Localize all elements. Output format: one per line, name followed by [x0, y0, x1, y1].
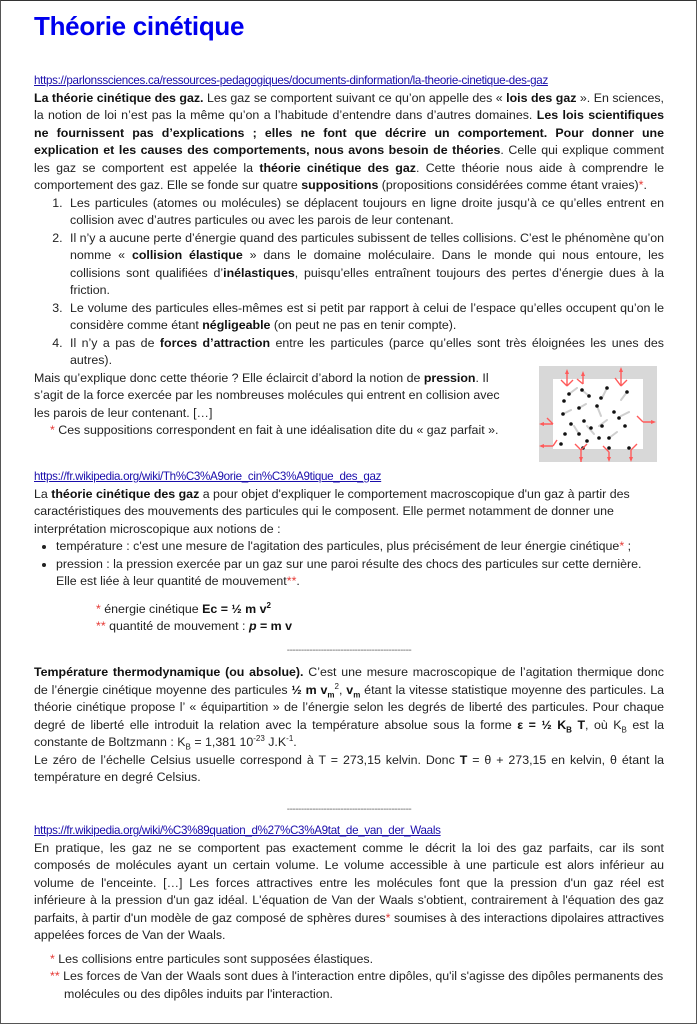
text: , puisqu’elles entraînent toujours des pertes d’énergie dues à la friction.	[70, 265, 664, 297]
footnote-star: *	[50, 423, 55, 437]
footnote-star: **	[286, 574, 297, 588]
footnote-star: *	[619, 539, 625, 553]
page-title: Théorie cinétique	[34, 11, 245, 41]
separator: --------------------------------------------	[286, 803, 412, 815]
section-van-der-waals	[34, 822, 664, 1003]
section-wikipedia-theorie	[34, 468, 664, 659]
notions-list	[34, 538, 664, 591]
temperature-paragraph	[34, 664, 664, 752]
text: Les forces de Van der Waals sont dues à l'interaction entre dipôles, qu'il s'agisse des dipôles permanents des molécules ou des dipôles induits par l'interaction.	[59, 969, 664, 1001]
text: Mais qu’explique donc cette théorie ? Elle éclaircit d’abord la notion de	[34, 370, 424, 385]
text: C’est une mesure macroscopique de l’agitation thermique donc de l’énergie cinétique moyenne des particules	[34, 665, 664, 697]
text: .	[293, 735, 297, 749]
gas-particles-icon	[539, 366, 657, 462]
footnote-star: **	[96, 619, 106, 633]
text: ,	[338, 682, 347, 697]
text: Les collisions entre particules sont supposées élastiques.	[54, 951, 374, 966]
bold-text: négligeable	[202, 318, 271, 332]
formula: Ec = ½ m v	[202, 601, 267, 616]
text: soumises à des interactions dipolaires attractives appelées forces de Van der Waals.	[34, 910, 664, 942]
formula: v	[346, 682, 354, 697]
gas-particles-in-container-illustration	[539, 366, 657, 462]
text: (propositions considérées comme étant vraies)	[378, 178, 639, 192]
text: étant la vitesse statistique moyenne des particules. La théorie cinétique propose l’ « équipartition » de l’énergie selon les degrés de liberté des particules. Pour chaque degré de liberté elle introduit la relation avec la température absolue sous la forme	[34, 682, 664, 732]
exponent: -23	[253, 733, 265, 743]
footnote-star: *	[50, 951, 55, 966]
footnote-star: *	[638, 178, 644, 192]
source-link-wikipedia-theorie[interactable]: https://fr.wikipedia.org/wiki/Th%C3%A9orie_cin%C3%A9tique_des_gaz	[34, 470, 382, 483]
text: Les particules (atomes ou molécules) se déplacent toujours en ligne droite jusqu’à ce qu’elles entrent en collision avec d’autres particules ou avec les parois de leur contenant.	[70, 195, 664, 227]
text: La	[34, 486, 52, 501]
text: (on peut ne pas en tenir compte).	[270, 318, 457, 332]
formula-subscript: m	[353, 689, 361, 699]
formula: ½ m v	[291, 682, 328, 697]
source-link-van-der-waals[interactable]: https://fr.wikipedia.org/wiki/%C3%89quation_d%27%C3%A9tat_de_van_der_Waals	[34, 824, 441, 837]
suppositions-list	[34, 195, 664, 370]
text: Ces suppositions correspondent en fait à une idéalisation dite du « gaz parfait ».	[54, 423, 499, 437]
list-item	[56, 556, 664, 591]
text: quantité de mouvement :	[105, 619, 249, 633]
list-item	[56, 538, 664, 556]
text: . Il s’agit de la force exercée par les nombreuses molécules qui entrent en collision avec les parois de leur contenant. […]	[34, 370, 500, 420]
source-link-parlonssciences[interactable]: https://parlonssciences.ca/ressources-pedagogiques/documents-dinformation/la-theorie-cinetique-des-gaz	[34, 74, 548, 87]
text: . Celle qui explique comment les gaz se comportent est appelée la	[34, 143, 664, 175]
bold-text: Température thermodynamique (ou absolue).	[34, 665, 304, 679]
formula-subscript: m	[327, 689, 335, 699]
formula: = m v	[256, 619, 292, 633]
text: entre les particules (parce qu’elles sont très éloignées les unes des autres).	[70, 335, 664, 367]
bold-text: forces d’attraction	[159, 335, 271, 350]
footnote-star: *	[385, 910, 391, 925]
text: ;	[624, 539, 632, 553]
formula: T	[459, 752, 468, 767]
text: .	[296, 574, 300, 588]
formula: T	[571, 717, 586, 732]
note-collisions	[34, 951, 664, 969]
bold-text: lois des gaz	[506, 90, 577, 105]
footnote-star: *	[96, 601, 101, 616]
formula-variable: p	[248, 619, 257, 633]
text: Le volume des particules elles-mêmes est si petit par rapport à celui de l’espace qu’elles occupent qu’on le considère comme étant	[70, 300, 664, 332]
text: ». En sciences, la notion de loi n’est pas la même qu’on a l’habitude d’entendre dans d’autres domaines.	[34, 90, 664, 122]
list-item	[66, 300, 664, 335]
list-item	[66, 195, 664, 230]
van-der-waals-paragraph	[34, 840, 664, 945]
footnote-star: **	[50, 969, 60, 983]
text: = 1,381 10	[190, 735, 254, 749]
formula-notes	[34, 601, 664, 636]
text: a pour objet d'expliquer le comportement macroscopique d'un gaz à partir des caractéristiques des mouvements des particules qui le composent. Elle permet notamment de donner une interprétation microscopique aux notions de :	[34, 486, 630, 536]
exponent: -1	[286, 733, 294, 743]
section-temperature	[34, 664, 664, 818]
text: pression : la pression exercée par un gaz sur une paroi résulte des chocs des particules sur cette dernière. Elle est liée à leur quantité de mouvement	[56, 556, 642, 588]
pression-paragraph	[34, 370, 502, 423]
bold-text: suppositions	[301, 178, 379, 192]
text: température : c'est une mesure de l'agitation des particules, plus précisément de leur énergie cinétique	[56, 539, 620, 553]
note-energie-cinetique	[96, 601, 664, 619]
intro-paragraph	[34, 90, 664, 195]
formula: ε = ½ K	[517, 717, 567, 732]
bold-text: théorie cinétique des gaz	[51, 486, 200, 501]
bold-text: La théorie cinétique des gaz.	[34, 90, 204, 105]
text: Il n’y a aucune perte d’énergie quand des particules subissent de telles collisions. C’est le phénomène qu’on nomme «	[70, 230, 664, 262]
formula-subscript: B	[566, 724, 572, 734]
bold-text: collision élastique	[131, 248, 243, 262]
note-quantite-mouvement	[96, 618, 664, 636]
text: » dans le domaine moléculaire. Dans le monde qui nous entoure, les collisions sont qualifiées d’	[70, 248, 665, 280]
text: = θ + 273,15 en kelvin, θ étant la température en degré Celsius.	[34, 752, 664, 784]
subscript: B	[621, 724, 627, 734]
text: Le zéro de l’échelle Celsius usuelle correspond à T = 273,15 kelvin. Donc	[34, 752, 460, 767]
celsius-paragraph	[34, 752, 664, 787]
text: .	[643, 178, 647, 192]
text: est la constante de Boltzmann : K	[34, 717, 665, 749]
text: Il n’y a pas de	[70, 335, 160, 350]
text: , où K	[585, 717, 622, 732]
formula-exponent: 2	[334, 681, 339, 691]
text: En pratique, les gaz ne se comportent pas exactement comme le décrit la loi des gaz parfaits, car ils sont composés de molécules ayant un certain volume. Le volume accessible à une particule est alors inférieur au volume de l'enceinte. […] Les forces attractives entre les molécules font que la pression d'un gaz réel est inférieure à la pression d'un gaz idéal. L'équation de Van der Waals s'obtient, contrairement à l'équation des gaz parfaits, à partir d'un modèle de gaz composé de sphères dures	[34, 840, 664, 925]
subscript: B	[185, 742, 191, 752]
text: Les gaz se comportent suivant ce qu’on appelle des «	[203, 90, 507, 105]
bold-text: Les lois scientifiques ne fournissent pas d’explications ; elles ne font que décrire un comportement. Pour donner une explication et les causes des comportements, nous avons besoin de théories	[34, 108, 665, 157]
bold-text: pression	[423, 370, 476, 385]
text: J.K	[264, 735, 287, 749]
formula-exponent: 2	[266, 600, 271, 610]
bold-text: inélastiques	[223, 265, 295, 280]
bold-text: théorie cinétique des gaz	[259, 160, 416, 175]
wiki-intro-paragraph	[34, 486, 664, 539]
text: énergie cinétique	[100, 601, 203, 616]
list-item	[66, 335, 664, 370]
separator: --------------------------------------------	[286, 644, 412, 656]
text: . Cette théorie nous aide à comprendre le comportement des gaz. Elle se fonde sur quatre	[34, 160, 664, 192]
van-der-waals-notes	[34, 951, 664, 1004]
list-item	[66, 230, 664, 300]
note-forces	[34, 968, 664, 1003]
